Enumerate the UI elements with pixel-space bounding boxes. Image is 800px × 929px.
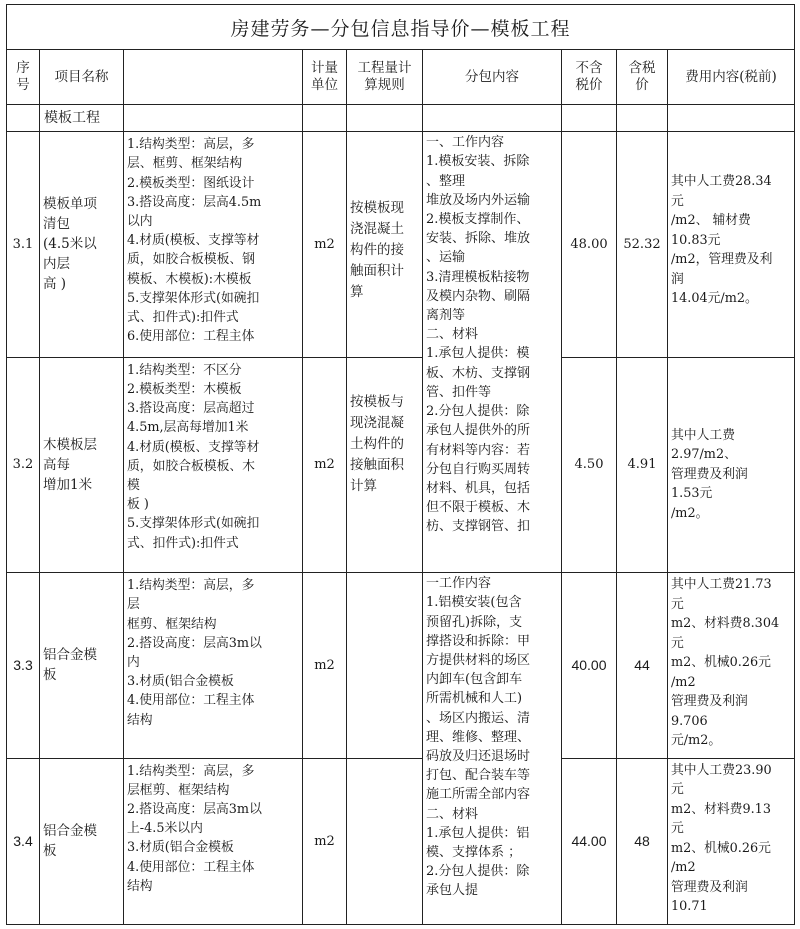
name-line: 铝合金模 xyxy=(43,647,97,664)
section-empty xyxy=(562,105,617,132)
content-line: 一工作内容 xyxy=(426,576,492,592)
content-line: 1.模板安装、拆除 xyxy=(426,154,530,170)
spec-line: 3.搭设高度：层高超过 xyxy=(127,401,255,417)
rule-line: 浇混凝土 xyxy=(350,221,404,238)
fee-line: m2、机械0.26元 xyxy=(671,655,771,671)
fee-line: 元 xyxy=(671,635,684,651)
table-row xyxy=(7,573,795,758)
header-name: 项目名称 xyxy=(40,50,124,105)
spec-line: 1.结构类型：高层，多 xyxy=(127,137,255,153)
name-line: 板 xyxy=(43,843,57,860)
content-line: 1.承包人提供：模 xyxy=(426,346,530,362)
content-line: 2.分包人提供：除 xyxy=(426,864,530,880)
spec-line: 式、扣件式):扣件式 xyxy=(127,310,239,326)
row-unit: m2 xyxy=(303,758,347,924)
section-empty xyxy=(423,105,562,132)
content-line: 枋、支撑钢管、扣 xyxy=(426,519,531,535)
row-fee xyxy=(668,758,795,924)
fee-line: m2、机械0.26元 xyxy=(671,840,771,856)
header-rule-line: 工程量计 xyxy=(357,60,412,77)
fee-line: 2.97/m2、 xyxy=(671,447,737,463)
header-unit-line: 单位 xyxy=(311,77,338,94)
content-line: 、场区内搬运、清 xyxy=(426,710,531,726)
content-line: 离剂等 xyxy=(426,308,466,324)
content-line: 安装、拆除、堆放 xyxy=(426,231,531,247)
header-fee: 费用内容(税前) xyxy=(668,50,795,105)
header-with-tax xyxy=(617,50,668,105)
table-title: 房建劳务—分包信息指导价—模板工程 xyxy=(7,5,795,50)
row-seq: 3.4 xyxy=(7,758,40,924)
name-line: (4.5米以 xyxy=(43,236,97,253)
header-no-tax xyxy=(562,50,617,105)
spec-line: 2.模板类型：图纸设计 xyxy=(127,175,255,191)
fee-line: 10.83元 xyxy=(671,232,721,248)
spec-line: 2.搭设高度：层高3m以 xyxy=(127,801,262,817)
spec-line: 3.材质(铝合金模板 xyxy=(127,840,234,856)
content-line: 2.分包人提供：除 xyxy=(426,404,530,420)
fee-line: /m2 xyxy=(671,860,696,876)
spec-line: 层、框剪、框架结构 xyxy=(127,156,243,172)
row-rule xyxy=(347,357,423,572)
fee-line: 管理费及利润 xyxy=(671,694,748,710)
fee-line: m2、材料费9.13 xyxy=(671,801,771,817)
row-unit: m2 xyxy=(303,357,347,572)
content-cell-b xyxy=(423,573,562,925)
table-row xyxy=(7,758,795,924)
content-line: 堆放及场内外运输 xyxy=(426,192,531,208)
rule-line: 触面积计 xyxy=(350,263,404,280)
header-unit xyxy=(303,50,347,105)
header-spec-empty xyxy=(124,50,303,105)
spec-line: 4.5m,层高每增加1米 xyxy=(127,420,249,436)
content-line: 承包人提供外的所 xyxy=(426,423,531,439)
section-empty xyxy=(124,105,303,132)
row-with-tax-price: 44 xyxy=(617,573,668,758)
row-fee xyxy=(668,132,795,357)
content-cell-a xyxy=(423,132,562,573)
content-line: 理、维修、整理、 xyxy=(426,729,531,745)
content-line: 内卸车(包含卸车 xyxy=(426,672,523,688)
fee-line: m2、材料费8.304 xyxy=(671,616,780,632)
row-with-tax-price: 52.32 xyxy=(617,132,668,357)
row-name xyxy=(40,357,124,572)
rule-line: 土构件的 xyxy=(350,435,404,452)
content-line: 预留孔)拆除，支 xyxy=(426,614,523,630)
spec-line: 5.支撑架体形式(如碗扣 xyxy=(127,290,260,306)
spec-line: 层框剪、框架结构 xyxy=(127,782,230,798)
spec-line: 模 xyxy=(127,477,140,493)
table-row xyxy=(7,132,795,357)
row-with-tax-price: 4.91 xyxy=(617,357,668,572)
spec-line: 2.模板类型：木模板 xyxy=(127,381,242,397)
content-line: 模、支撑体系 ； xyxy=(426,845,522,861)
header-no-tax-line: 税价 xyxy=(575,77,603,94)
row-name xyxy=(40,573,124,758)
price-table xyxy=(6,4,795,925)
row-seq: 3.3 xyxy=(7,573,40,758)
spec-line: 1.结构类型：高层，多 xyxy=(127,578,255,594)
row-spec xyxy=(124,357,303,572)
spec-line: 6.使用部位：工程主体 xyxy=(127,329,255,345)
fee-line: /m2、 辅材费 xyxy=(671,213,751,229)
content-line: 所需机械和人工) xyxy=(426,691,523,707)
section-empty xyxy=(303,105,347,132)
fee-line: 其中人工费 xyxy=(671,427,735,443)
section-row xyxy=(7,105,795,132)
fee-line: 管理费及利润 xyxy=(671,879,748,895)
name-line: 木模板层 xyxy=(43,436,97,453)
name-line: 模板单项 xyxy=(43,196,97,213)
header-content: 分包内容 xyxy=(423,50,562,105)
content-line: 打包、配合装车等 xyxy=(426,768,531,784)
section-title: 模板工程 xyxy=(40,105,124,132)
content-line: 二、材料 xyxy=(426,806,479,822)
spec-line: 内 xyxy=(127,655,140,670)
row-seq: 3.2 xyxy=(7,357,40,572)
fee-line: 其中人工费21.73 xyxy=(671,577,772,593)
spec-line: 层 xyxy=(127,597,140,613)
spec-line: 1.结构类型：高层，多 xyxy=(127,763,255,779)
row-rule xyxy=(347,132,423,357)
row-spec xyxy=(124,132,303,357)
content-line: 二、材料 xyxy=(426,327,479,343)
rule-line: 现浇混凝 xyxy=(350,414,404,431)
name-line: 高 ) xyxy=(43,276,67,293)
fee-line: 10.71 xyxy=(671,899,708,915)
content-line: 材料、机具，包括 xyxy=(426,480,531,496)
rule-line: 算 xyxy=(350,284,364,301)
content-line: 承包人提 xyxy=(426,883,479,899)
fee-line: 14.04元/m2。 xyxy=(671,291,758,307)
header-no-tax-line: 不含 xyxy=(575,60,603,77)
row-no-tax-price: 4.50 xyxy=(562,357,617,572)
spec-line: 3.材质(铝合金模板 xyxy=(127,674,234,690)
content-line: 方提供材料的场区 xyxy=(426,653,531,668)
name-line: 高每 xyxy=(43,456,70,473)
fee-line: /m2。 xyxy=(671,505,709,521)
section-empty xyxy=(668,105,795,132)
fee-line: /m2，管理费及利 xyxy=(671,252,773,268)
row-name xyxy=(40,132,124,357)
content-line: 、整理 xyxy=(426,173,466,189)
fee-line: 元 xyxy=(671,596,684,612)
header-seq-line: 序 xyxy=(16,60,30,77)
fee-line: 元/m2。 xyxy=(671,733,722,749)
spec-line: 质，如胶合板模板、钢 xyxy=(127,252,255,268)
name-line: 板 xyxy=(43,667,57,684)
spec-line: 4.材质(模板、支撑等材 xyxy=(127,439,260,455)
fee-line: 其中人工费28.34 xyxy=(671,174,772,190)
content-line: 有材料等内容：若 xyxy=(426,442,531,458)
fee-line: 1.53元 xyxy=(671,486,713,502)
header-rule xyxy=(347,50,423,105)
spec-line: 结构 xyxy=(127,878,153,894)
spec-line: 式、扣件式):扣件式 xyxy=(127,535,239,551)
content-line: 撑搭设和拆除：甲 xyxy=(426,633,531,649)
spec-line: 模板、木模板):木模板 xyxy=(127,271,252,287)
content-line: 板、木枋、支撑钢 xyxy=(426,365,531,381)
spec-line: 3.搭设高度：层高4.5m xyxy=(127,194,262,210)
name-line: 增加1米 xyxy=(43,476,93,493)
fee-line: 其中人工费23.90 xyxy=(671,762,772,778)
spec-line: 4.使用部位：工程主体 xyxy=(127,859,255,875)
title-row xyxy=(7,5,795,50)
row-unit: m2 xyxy=(303,573,347,758)
row-fee xyxy=(668,573,795,758)
spec-line: 以内 xyxy=(127,214,153,230)
row-spec xyxy=(124,573,303,758)
section-empty xyxy=(617,105,668,132)
fee-line: 9.706 xyxy=(671,713,708,729)
row-fee xyxy=(668,357,795,572)
row-no-tax-price: 48.00 xyxy=(562,132,617,357)
spec-line: 结构 xyxy=(127,712,153,728)
content-line: 但不限于模板、木 xyxy=(426,500,531,516)
spec-line: 质，如胶合板模板、木 xyxy=(127,458,255,474)
row-seq: 3.1 xyxy=(7,132,40,357)
header-seq xyxy=(7,50,40,105)
table-row xyxy=(7,357,795,572)
header-with-tax-line: 价 xyxy=(635,77,649,94)
spec-line: 5.支撑架体形式(如碗扣 xyxy=(127,516,260,532)
row-no-tax-price: 44.00 xyxy=(562,758,617,924)
spec-line: 1.结构类型：不区分 xyxy=(127,362,242,378)
header-row xyxy=(7,50,795,105)
row-rule-empty xyxy=(347,758,423,924)
fee-line: 元 xyxy=(671,193,684,209)
content-line: 2.模板支撑制作、 xyxy=(426,212,530,228)
row-no-tax-price: 40.00 xyxy=(562,573,617,758)
content-line: 管、扣件等 xyxy=(426,384,492,400)
content-line: 1.承包人提供：铝 xyxy=(426,825,530,841)
name-line: 内层 xyxy=(43,256,70,273)
content-line: 3.清理模板粘接物 xyxy=(426,269,530,285)
fee-line: 润 xyxy=(671,271,684,287)
row-with-tax-price: 48 xyxy=(617,758,668,924)
header-unit-line: 计量 xyxy=(311,60,338,77)
row-rule-empty xyxy=(347,573,423,758)
spec-line: 板 ) xyxy=(127,497,149,513)
spec-line: 2.搭设高度：层高3m以 xyxy=(127,635,262,651)
header-with-tax-line: 含税 xyxy=(628,60,656,77)
spec-line: 4.使用部位：工程主体 xyxy=(127,693,255,709)
name-line: 铝合金模 xyxy=(43,823,97,840)
content-line: 分包自行购买周转 xyxy=(426,461,531,477)
spec-line: 上-4.5米以内 xyxy=(127,821,203,837)
header-seq-line: 号 xyxy=(16,77,30,94)
rule-line: 按模板与 xyxy=(350,393,404,410)
fee-line: /m2 xyxy=(671,674,696,690)
rule-line: 构件的接 xyxy=(350,242,404,259)
row-spec xyxy=(124,758,303,924)
section-empty xyxy=(347,105,423,132)
content-line: 及模内杂物、刷隔 xyxy=(426,288,531,304)
spec-line: 框剪、框架结构 xyxy=(127,616,217,632)
content-line: 一、工作内容 xyxy=(426,135,505,151)
fee-line: 元 xyxy=(671,821,684,837)
content-line: 码放及归还退场时 xyxy=(426,749,531,765)
row-unit: m2 xyxy=(303,132,347,357)
rule-line: 按模板现 xyxy=(350,200,404,217)
row-name xyxy=(40,758,124,924)
content-line: 施工所需全部内容 xyxy=(426,787,531,803)
header-rule-line: 算规则 xyxy=(364,77,405,94)
section-seq-empty xyxy=(7,105,40,132)
content-line: 、运输 xyxy=(426,250,466,266)
rule-line: 计算 xyxy=(350,477,377,494)
name-line: 清包 xyxy=(43,216,70,233)
fee-line: 管理费及利润 xyxy=(671,466,748,482)
rule-line: 接触面积 xyxy=(350,456,404,473)
spec-line: 4.材质(模板、支撑等材 xyxy=(127,233,260,249)
content-line: 1.铝模安装(包含 xyxy=(426,595,522,611)
fee-line: 元 xyxy=(671,782,684,798)
